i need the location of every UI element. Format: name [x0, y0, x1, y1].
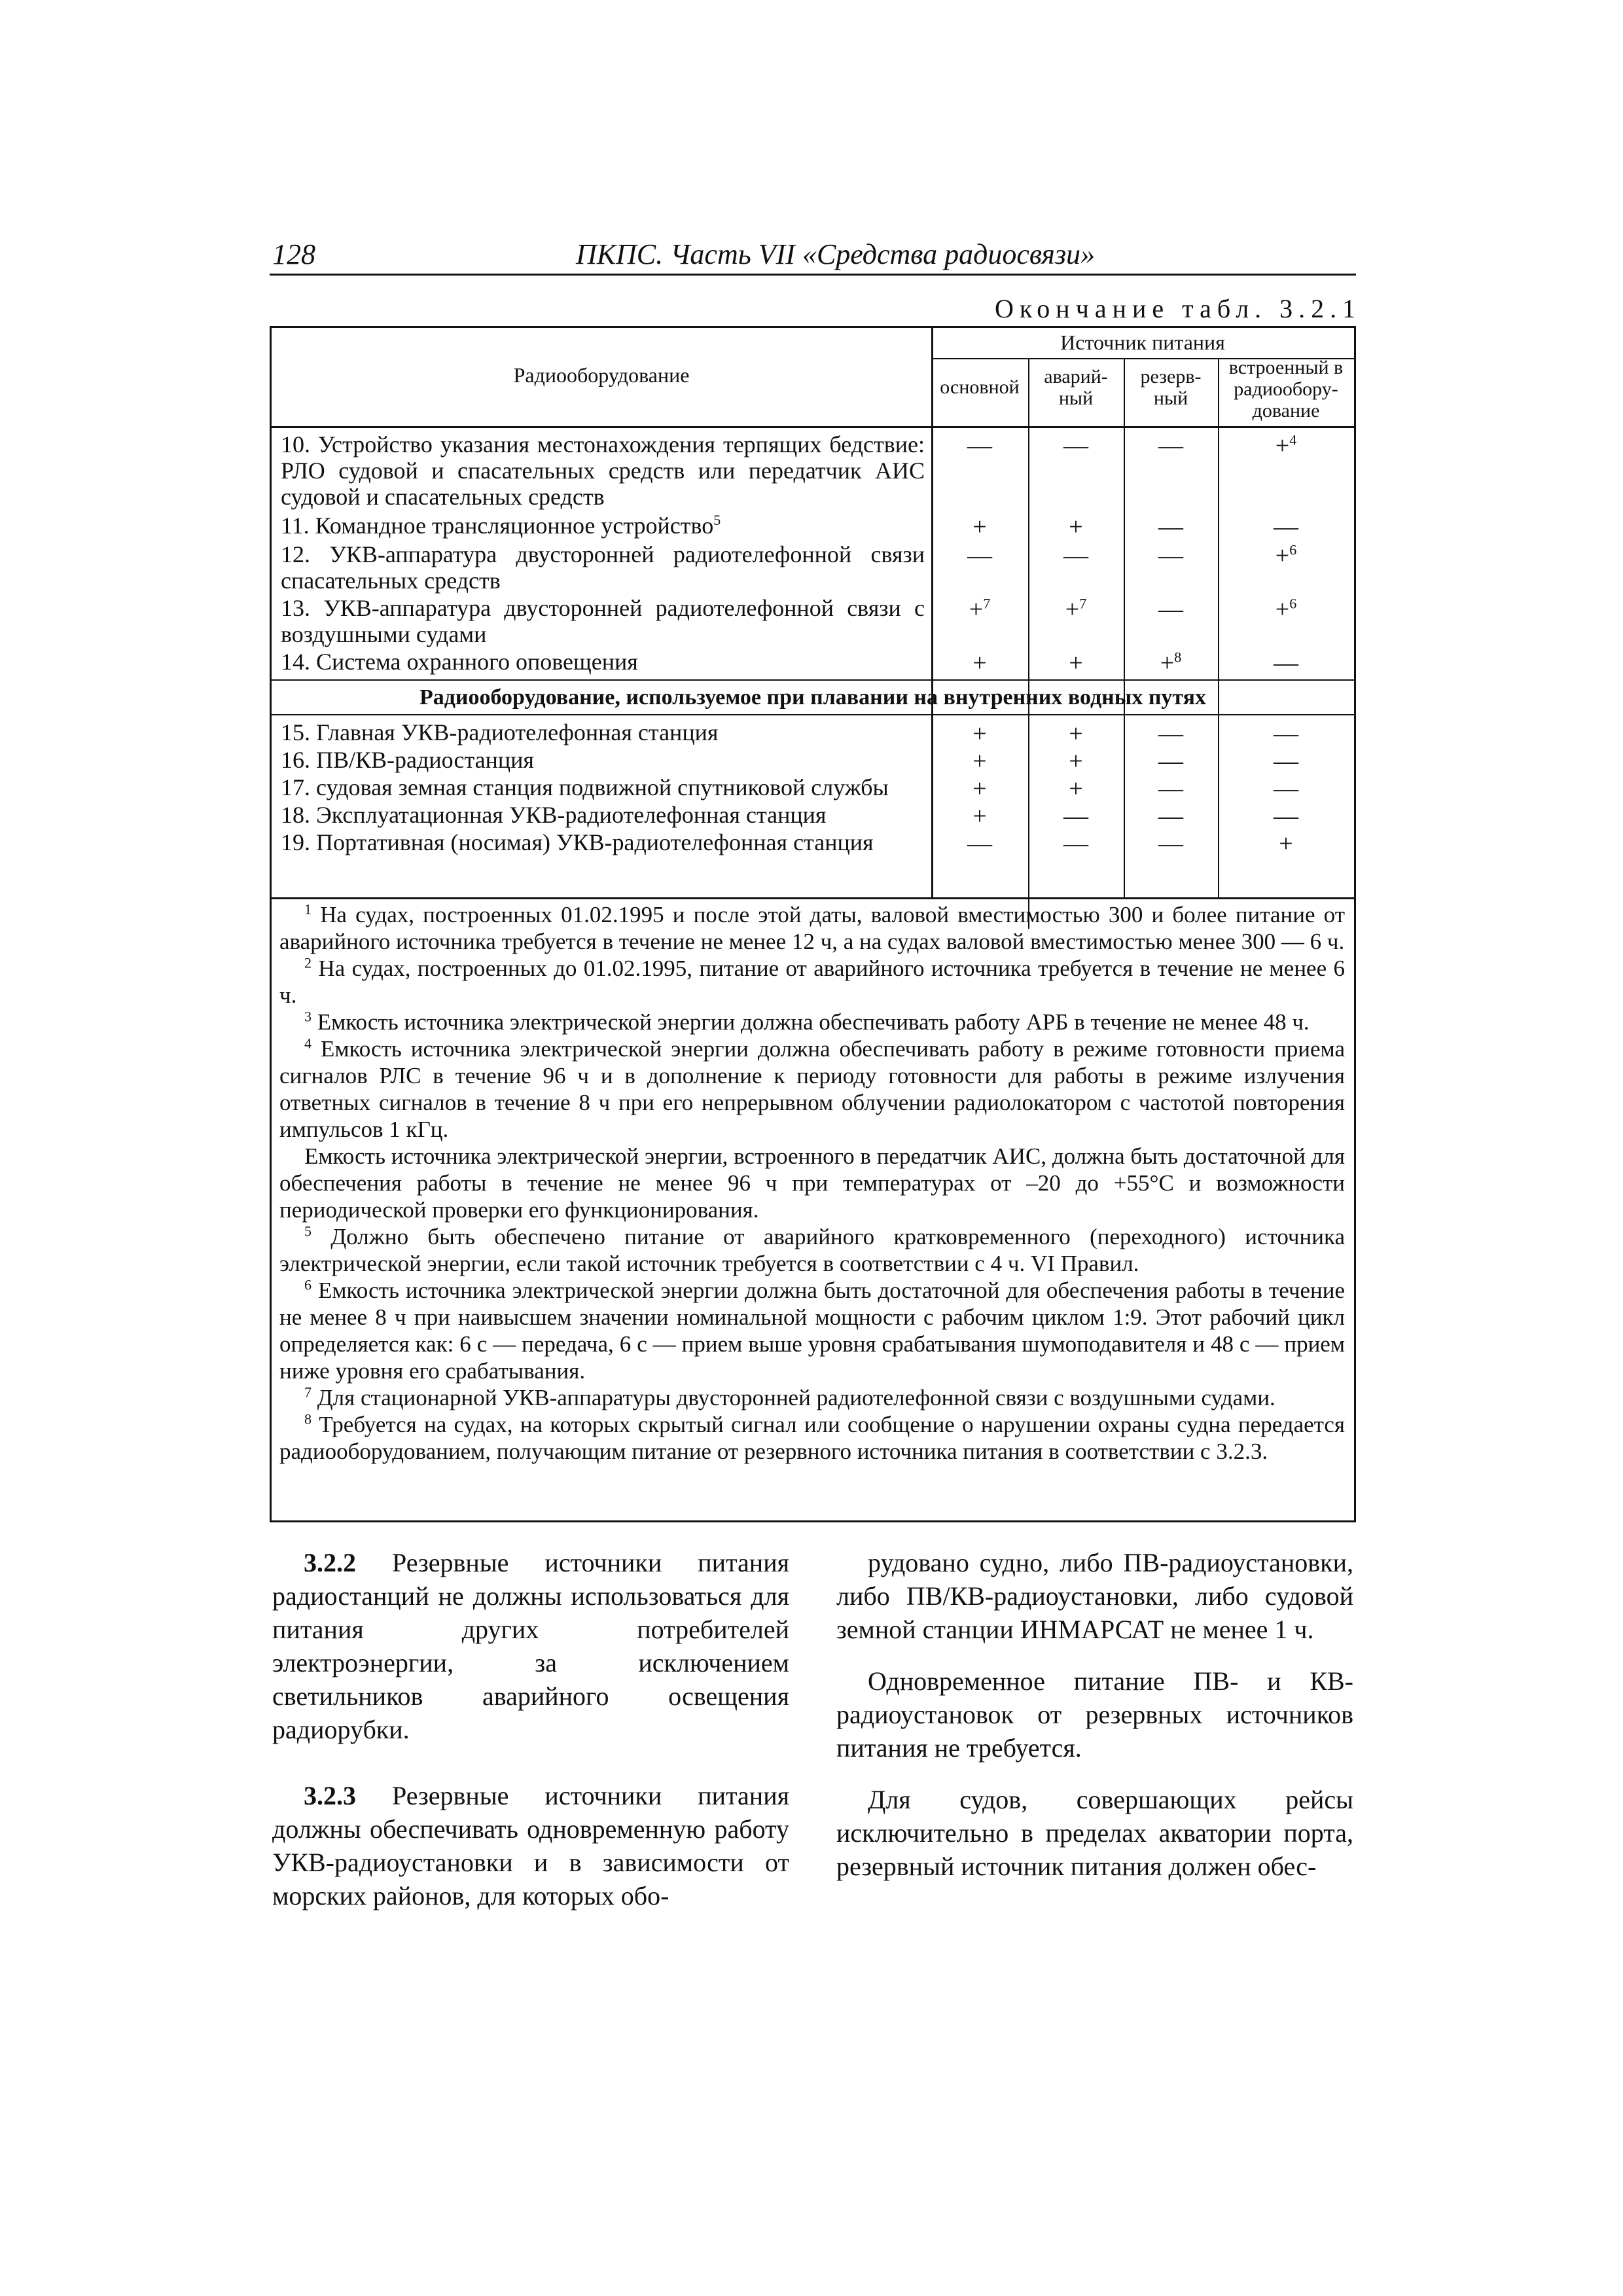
- inland-row-3-emerg: —: [1063, 802, 1088, 830]
- section-rule-bottom: [272, 714, 1354, 715]
- inland-row-3-builtin: —: [1274, 802, 1298, 830]
- table-caption: Окончание табл. 3.2.1: [995, 294, 1362, 323]
- inland-row-2-main: +: [972, 775, 987, 802]
- main-row-0-text: 10. Устройство указания местонахождения терпящих бедствие: РЛО судовой и спасательных средств или передатчик АИС судовой и спасательных средств: [281, 431, 925, 510]
- footnote-4b: Емкость источника электрической энергии, встроенного в передатчик АИС, должна быть достаточной для обеспечения работы в течение не менее 96 ч при температурах от –20 до +55°С и возможности периодической проверки его функционирования.: [279, 1143, 1345, 1223]
- main-row-4-emerg: +: [1069, 649, 1083, 677]
- main-row-0-builtin: +$^4$: [1275, 431, 1297, 459]
- inland-row-3-main: +: [972, 802, 987, 830]
- col-equipment-header: Радиооборудование: [513, 363, 690, 387]
- right-column-para-2: Для судов, совершающих рейсы исключительно в пределах акватории порта, резервный источник питания должен обес-: [836, 1785, 1353, 1881]
- table-body-bottom-rule: [272, 897, 1354, 899]
- inland-row-0-text: 15. Главная УКВ-радиотелефонная станция: [281, 719, 719, 745]
- section-rule-top: [272, 679, 1354, 681]
- footnote-8: $^8$ Требуется на судах, на которых скрытый сигнал или сообщение о нарушении охраны судна передается радиооборудованием, получающим питание от резервного источника питания в соответствии с 3.2.3.: [279, 1410, 1345, 1464]
- main-row-3-builtin: +$^6$: [1275, 595, 1297, 623]
- footnote-6: $^6$ Емкость источника электрической энергии должна быть достаточной для обеспечения работы в течение не менее 8 ч при наивысшем значении номинальной мощности с рабочим циклом 1:9. Этот рабочий цикл определяется как: 6 с — передача, 6 с — прием выше уровня срабатывания шумоподавителя и 48 с — прием ниже уровня его срабатывания.: [279, 1276, 1346, 1384]
- sub-reserve-header: резерв- ный: [1140, 366, 1202, 409]
- header-bottom-rule: [272, 426, 1354, 428]
- main-row-0-emerg: —: [1063, 432, 1088, 459]
- main-row-3-main: +$^7$: [969, 595, 991, 623]
- inland-row-1-text: 16. ПВ/КВ-радиостанция: [281, 747, 534, 773]
- header-rule: [270, 274, 1356, 276]
- left-column-para-1: 3.2.3 Резервные источники питания должны обеспечивать одновременную работу УКВ-радиоустановки и в зависимости от морских районов, для которых обо-: [272, 1781, 790, 1910]
- sub-main-header: основной: [940, 376, 1020, 398]
- main-row-4-text: 14. Система охранного оповещения: [281, 649, 638, 675]
- sub-builtin-header: встроенный в радиообору- дование: [1228, 357, 1344, 422]
- right-column-para-1: Одновременное питание ПВ- и КВ-радиоустановок от резервных источников питания не требуется.: [836, 1666, 1353, 1763]
- main-row-2-text: 12. УКВ-аппаратура двусторонней радиотелефонной связи спасательных средств: [281, 541, 925, 594]
- main-row-4-builtin: —: [1274, 649, 1298, 677]
- inland-row-0-builtin: —: [1274, 720, 1298, 747]
- main-row-0-reserve: —: [1158, 432, 1183, 459]
- inland-row-1-emerg: +: [1069, 747, 1083, 775]
- main-row-1-reserve: —: [1158, 513, 1183, 541]
- inland-row-2-builtin: —: [1274, 775, 1298, 802]
- footnote-5: $^5$ Должно быть обеспечено питание от аварийного кратковременного (переходного) источника электрической энергии, если такой источник требуется в соответствии с 4 ч. VI Правил.: [279, 1223, 1346, 1276]
- right-column-para-0: рудовано судно, либо ПВ-радиоустановки, либо ПВ/КВ-радиоустановки, либо судовой земной станции ИНМАРСАТ не менее 1 ч.: [836, 1548, 1353, 1644]
- main-row-2-builtin: +$^6$: [1275, 541, 1297, 569]
- inland-row-2-emerg: +: [1069, 775, 1083, 802]
- main-row-0-main: —: [967, 432, 992, 459]
- section-heading: Радиооборудование, используемое при плавании на внутренних водных путях: [419, 685, 1207, 709]
- footnote-1: $^1$ На судах, построенных 01.02.1995 и после этой даты, валовой вместимостью 300 и более питание от аварийного источника требуется в течение не менее 12 ч, а на судах валовой вместимостью менее 300 — 6 ч.: [279, 901, 1346, 954]
- main-row-2-reserve: —: [1158, 542, 1183, 569]
- equipment-table: [270, 326, 1356, 1522]
- right-column: [836, 1546, 1353, 1901]
- main-row-4-main: +: [972, 649, 987, 677]
- col-source-header: Источник питания: [1060, 331, 1225, 354]
- left-column: [272, 1546, 789, 1931]
- inland-row-4-reserve: —: [1158, 830, 1183, 857]
- running-title: ПКПС. Часть VII «Средства радиосвязи»: [576, 238, 1096, 270]
- inland-row-3-reserve: —: [1158, 802, 1183, 830]
- inland-row-4-main: —: [967, 830, 992, 857]
- footnote-2: $^2$ На судах, построенных до 01.02.1995, питание от аварийного источника требуется в течение не менее 6 ч.: [279, 954, 1346, 1008]
- inland-row-0-main: +: [972, 720, 987, 747]
- inland-row-4-text: 19. Портативная (носимая) УКВ-радиотелефонная станция: [281, 829, 874, 855]
- inland-row-3-text: 18. Эксплуатационная УКВ-радиотелефонная станция: [281, 802, 827, 828]
- inland-row-1-reserve: —: [1158, 747, 1183, 775]
- inland-row-2-reserve: —: [1158, 775, 1183, 802]
- main-row-3-text: 13. УКВ-аппаратура двусторонней радиотелефонной связи с воздушными судами: [281, 595, 925, 647]
- inland-row-1-builtin: —: [1274, 747, 1298, 775]
- footnote-3: $^3$ Емкость источника электрической энергии должна обеспечивать работу АРБ в течение не менее 48 ч.: [304, 1008, 1310, 1035]
- main-row-3-reserve: —: [1158, 596, 1183, 623]
- main-row-1-main: +: [972, 513, 987, 541]
- sub-emergency-header: аварий- ный: [1044, 366, 1108, 409]
- inland-row-4-emerg: —: [1063, 830, 1088, 857]
- inland-row-4-builtin: +: [1279, 830, 1293, 857]
- left-column-para-0: 3.2.2 Резервные источники питания радиостанций не должны использоваться для питания других потребителей электроэнергии, за исключением светильников аварийного освещения радиорубки.: [272, 1548, 790, 1744]
- main-row-2-emerg: —: [1063, 542, 1088, 569]
- inland-row-2-text: 17. судовая земная станция подвижной спутниковой службы: [281, 774, 889, 800]
- inland-row-1-main: +: [972, 747, 987, 775]
- page-number: 128: [272, 238, 315, 270]
- footnotes: [279, 901, 1345, 1465]
- inland-row-0-emerg: +: [1069, 720, 1083, 747]
- main-row-1-builtin: —: [1274, 513, 1298, 541]
- main-row-3-emerg: +$^7$: [1065, 595, 1087, 623]
- main-row-1-emerg: +: [1069, 513, 1083, 541]
- main-row-1-text: 11. Командное трансляционное устройство$^5$: [281, 512, 721, 539]
- footnote-4: $^4$ Емкость источника электрической энергии должна обеспечивать работу в режиме готовности приема сигналов РЛС в течение 96 ч и в дополнение к периоду готовности для работы в режиме излучения ответных сигналов в течение 8 ч при его непрерывном облучении радиолокатором с частотой повторения импульсов 1 кГц.: [279, 1035, 1345, 1142]
- main-row-2-main: —: [967, 542, 992, 569]
- main-row-4-reserve: +$^8$: [1160, 649, 1182, 677]
- footnote-7: $^7$ Для стационарной УКВ-аппаратуры двусторонней радиотелефонной связи с воздушными судами.: [304, 1384, 1275, 1410]
- inland-row-0-reserve: —: [1158, 720, 1183, 747]
